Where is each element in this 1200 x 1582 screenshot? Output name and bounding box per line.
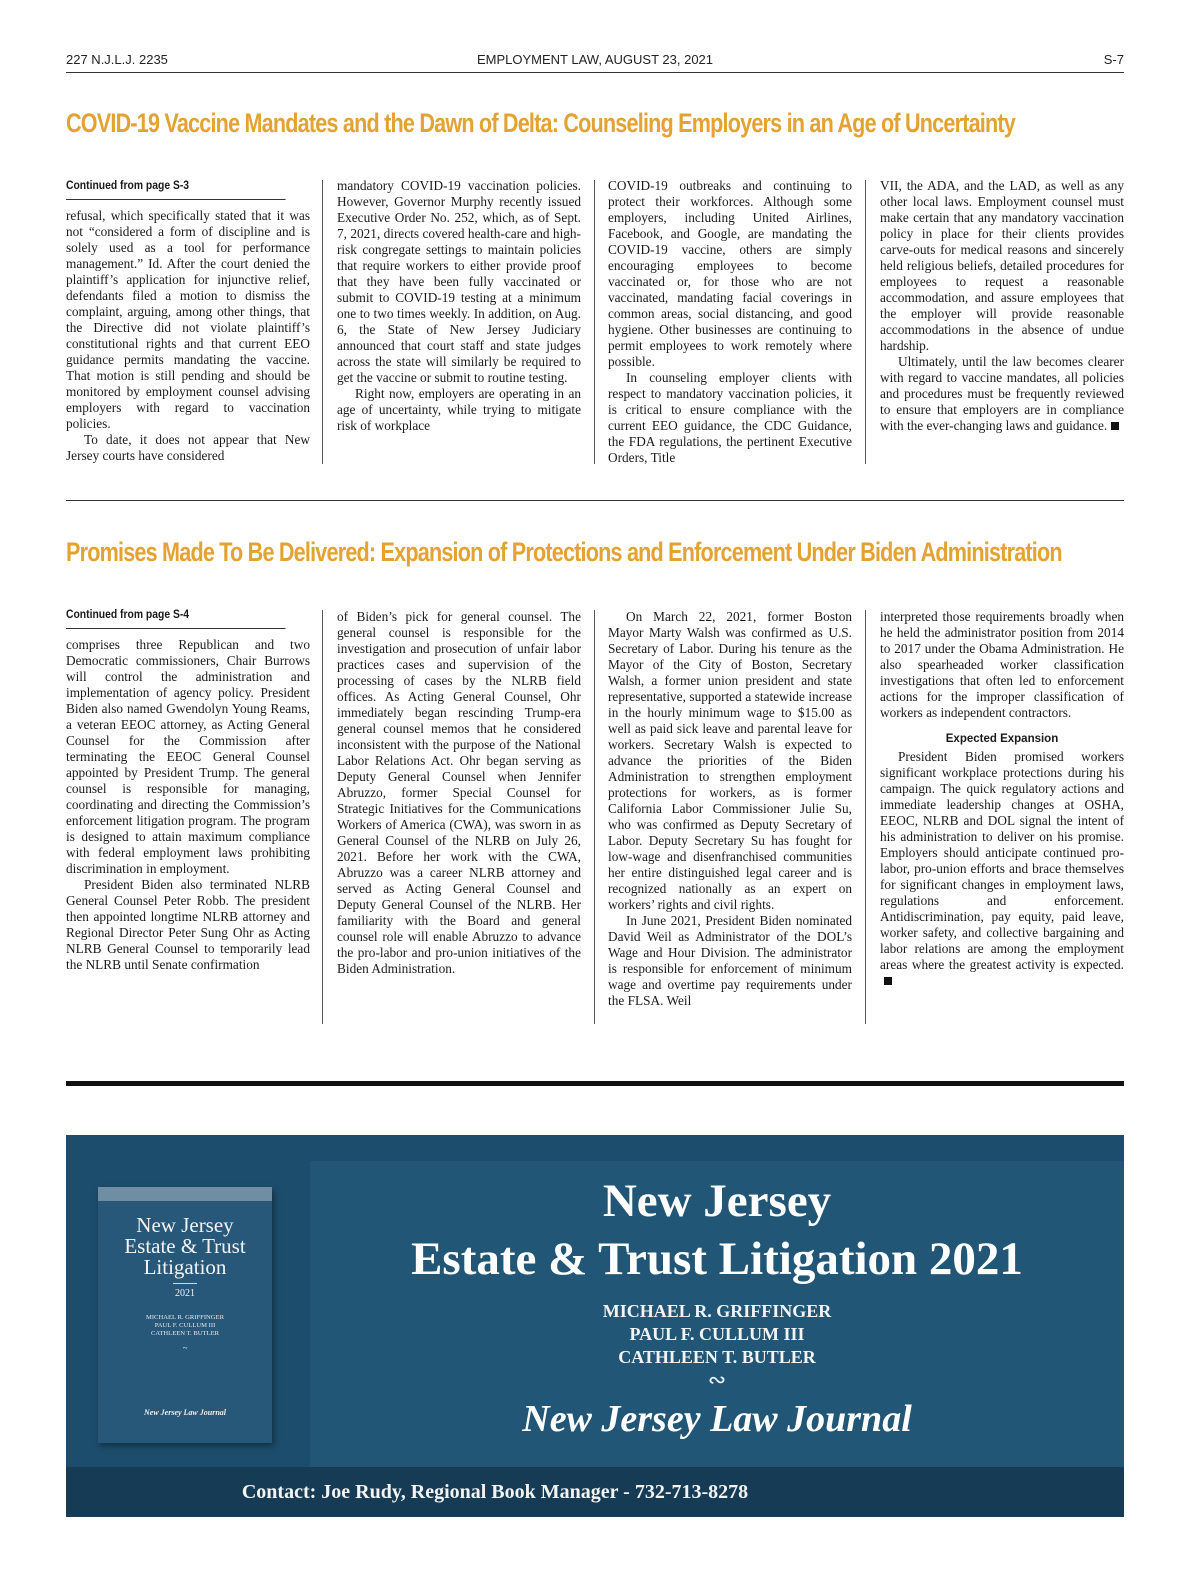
column-divider: [594, 180, 595, 464]
book-author: MICHAEL R. GRIFFINGER: [146, 1314, 224, 1321]
page-number: S-7: [1103, 52, 1124, 67]
book-advertisement[interactable]: [66, 1135, 1124, 1517]
paragraph: President Biden also terminated NLRB General Counsel Peter Robb. The president then appointed longtime NLRB attorney and Regional Director Peter Sung Ohr as Acting NLRB General Counsel to temporarily lead the NLRB until Senate confirmation: [66, 877, 310, 972]
column-divider: [322, 610, 323, 1024]
paragraph-text: Ultimately, until the law becomes clearer with regard to vaccine mandates, all policies and procedures must be frequently reviewed to ensure that employers are in compliance with the ever-changing laws and guidance.: [880, 354, 1124, 433]
article2-headline: Promises Made To Be Delivered: Expansion of Protections and Enforcement Under Biden Administration: [66, 537, 1062, 567]
article2-column-3: [608, 609, 852, 1009]
column-divider: [865, 610, 866, 1024]
article2-column-1: [66, 607, 310, 973]
paragraph: On March 22, 2021, former Boston Mayor Marty Walsh was confirmed as U.S. Secretary of Labor. During his tenure as the Mayor of the City of Boston, Secretary Walsh, a former union president and state representative, supported a statewide increase in the hourly minimum wage to $15.00 as well as paid sick leave and parental leave for workers. Secretary Walsh is expected to advance the priorities of the Biden Administration to strengthen employment protections for workers, as is former California Labor Commissioner Julie Su, who was confirmed as Deputy Secretary of Labor. Deputy Secretary Su has fought for low-wage and disenfranchised communities her entire distinguished legal career and is recognized nationally as an expert on workers’ rights and civil rights.: [608, 609, 852, 912]
ornament-icon: ~: [182, 1343, 188, 1353]
article1-column-2: [337, 178, 581, 434]
paragraph: refusal, which specifically stated that it was not “considered a form of discipline and is solely used as a tool for performance management.” Id. After the court denied the plaintiff’s application for injunctive relief, defendants filed a motion to dismiss the complaint, arguing, among other things, that the Directive did not violate plaintiff’s constitutional rights and that current EEO guidance permits mandating the vaccine. That motion is still pending and should be monitored by employment counsel advising employers with regard to vaccination policies.: [66, 208, 310, 431]
paragraph: [880, 749, 1124, 989]
ornament-icon: ∾: [707, 1367, 727, 1392]
ad-title-line-2: Estate & Trust Litigation 2021: [411, 1233, 1023, 1285]
book-cover-image: [98, 1187, 272, 1443]
paragraph: comprises three Republican and two Democratic commissioners, Chair Burrows will control the administration and implementation of agency policy. President Biden also named Gwendolyn Young Reams, a veteran EEOC attorney, as Acting General Counsel for the Commission after terminating the EEOC General Counsel appointed by President Trump. The general counsel is responsible for managing, coordinating and directing the Commission’s enforcement litigation program. The program is designed to attain maximum compliance with federal employment laws prohibiting discrimination in employment.: [66, 637, 310, 876]
paragraph: interpreted those requirements broadly when he held the administrator position from 2014 to 2017 under the Obama Administration. He also spearheaded worker classification investigations that often led to enforcement actions for the improper classification of workers as independent contractors.: [880, 609, 1124, 720]
end-mark-icon: [884, 977, 892, 985]
article1-column-4: [880, 178, 1124, 434]
paragraph: VII, the ADA, and the LAD, as well as any other local laws. Employment counsel must make certain that any mandatory vaccination policy in place for their clients provides carve-outs for medical reasons and sincerely held religious beliefs, detailed procedures for employees to request a reasonable accommodation, and assure employees that the employer will provide reasonable accommodations in the absence of undue hardship.: [880, 178, 1124, 353]
book-title-line: Estate & Trust: [124, 1234, 246, 1258]
publisher-logo: New Jersey Law Journal: [522, 1398, 912, 1440]
ad-author: CATHLEEN T. BUTLER: [618, 1347, 816, 1367]
paragraph: of Biden’s pick for general counsel. The general counsel is responsible for the investigation and prosecution of unfair labor practices cases and supervision of the processing of cases by the NLRB field offices. As Acting General Counsel, Ohr immediately began rescinding Trump-era general counsel memos that he considered inconsistent with the purpose of the National Labor Relations Act. Ohr began serving as Deputy General Counsel when Jennifer Abruzzo, former Special Counsel for Strategic Initiatives for the Communications Workers of America (CWA), was sworn in as General Counsel of the NLRB on July 26, 2021. Before her work with the CWA, Abruzzo was a career NLRB attorney and served as Acting General Counsel and Deputy General Counsel of the NLRB. Her familiarity with the Board and general counsel role will enable Abruzzo to advance the pro-labor and pro-union initiatives of the Biden Administration.: [337, 609, 581, 976]
section-date: EMPLOYMENT LAW, AUGUST 23, 2021: [476, 52, 714, 67]
ad-author: MICHAEL R. GRIFFINGER: [602, 1301, 832, 1321]
paragraph: mandatory COVID-19 vaccination policies. However, Governor Murphy recently issued Executive Order No. 252, which, as of Sept. 7, 2021, directs covered health-care and high-risk congregate settings to maintain policies that require workers to either provide proof that they have been fully vaccinated or submit to COVID-19 testing at a minimum one to two times weekly. In addition, on Aug. 6, the State of New Jersey Judiciary announced that court staff and state judges across the state will similarly be required to get the vaccine or submit to routine testing.: [337, 178, 581, 385]
column-divider: [865, 180, 866, 464]
book-author: PAUL F. CULLUM III: [154, 1322, 216, 1329]
ad-authors: [310, 1300, 1124, 1369]
book-authors: [98, 1314, 272, 1338]
paragraph: In June 2021, President Biden nominated David Weil as Administrator of the DOL’s Wage and Hour Division. The administrator is responsible for enforcement of minimum wage and overtime pay requirements under the FLSA. Weil: [608, 913, 852, 1008]
article2-column-2: [337, 609, 581, 977]
book-title: [98, 1215, 272, 1278]
header-rule: [66, 72, 1124, 73]
article1-column-1: [66, 178, 310, 464]
ad-contact[interactable]: Contact: Joe Rudy, Regional Book Manager - 732-713-8278: [241, 1481, 749, 1503]
page-header: [66, 52, 1124, 72]
book-title-line: New Jersey: [136, 1213, 234, 1237]
book-divider: [173, 1283, 197, 1284]
continued-note: Continued from page S-3: [66, 178, 286, 200]
book-author: CATHLEEN T. BUTLER: [150, 1330, 220, 1337]
book-top-band: [98, 1187, 272, 1201]
article2-column-4: [880, 609, 1124, 989]
paragraph-text: President Biden promised workers significant workplace protections during his campaign. The quick regulatory actions and immediate leadership changes at OSHA, EEOC, NLRB and DOL signal the intent of his administration to deliver on his promise. Employers should anticipate continued pro-labor, pro-union efforts and brace themselves for significant changes in employment laws, regulations and enforcement. Antidiscrimination, pay equity, paid leave, worker safety, and collective bargaining and labor relations are among the employment areas where the greatest activity is expected.: [880, 749, 1124, 972]
article-separator: [66, 500, 1124, 501]
column-divider: [594, 610, 595, 1024]
paragraph: Right now, employers are operating in an age of uncertainty, while trying to mitigate risk of workplace: [337, 386, 581, 433]
ad-separator-rule: [66, 1081, 1124, 1086]
paragraph: [880, 354, 1124, 434]
citation: 227 N.J.L.J. 2235: [66, 52, 168, 67]
book-publisher-logo: New Jersey Law Journal: [144, 1408, 226, 1417]
subheading: Expected Expansion: [945, 733, 1059, 745]
paragraph: COVID-19 outbreaks and continuing to protect their workforces. Although some employers, including United Airlines, Facebook, and Google, are mandating the COVID-19 vaccine, others are simply encouraging employees to become vaccinated or, for those who are not vaccinated, mandating facial coverings in common areas, social distancing, and good hygiene. Other businesses are continuing to permit employees to work remotely where possible.: [608, 178, 852, 369]
book-title-line: Litigation: [143, 1255, 227, 1279]
paragraph: To date, it does not appear that New Jersey courts have considered: [66, 432, 310, 463]
paragraph: In counseling employer clients with respect to mandatory vaccination policies, it is critical to ensure compliance with the current EEO guidance, the CDC Guidance, the FDA regulations, the pertinent Executive Orders, Title: [608, 370, 852, 465]
book-year: 2021: [175, 1288, 195, 1299]
ad-title-line-1: New Jersey: [602, 1175, 832, 1227]
continued-note: Continued from page S-4: [66, 607, 286, 629]
column-divider: [322, 180, 323, 464]
ad-author: PAUL F. CULLUM III: [629, 1324, 805, 1344]
article1-column-3: [608, 178, 852, 466]
end-mark-icon: [1111, 422, 1119, 430]
article1-headline: COVID-19 Vaccine Mandates and the Dawn of Delta: Counseling Employers in an Age of Uncertainty: [66, 108, 1016, 138]
